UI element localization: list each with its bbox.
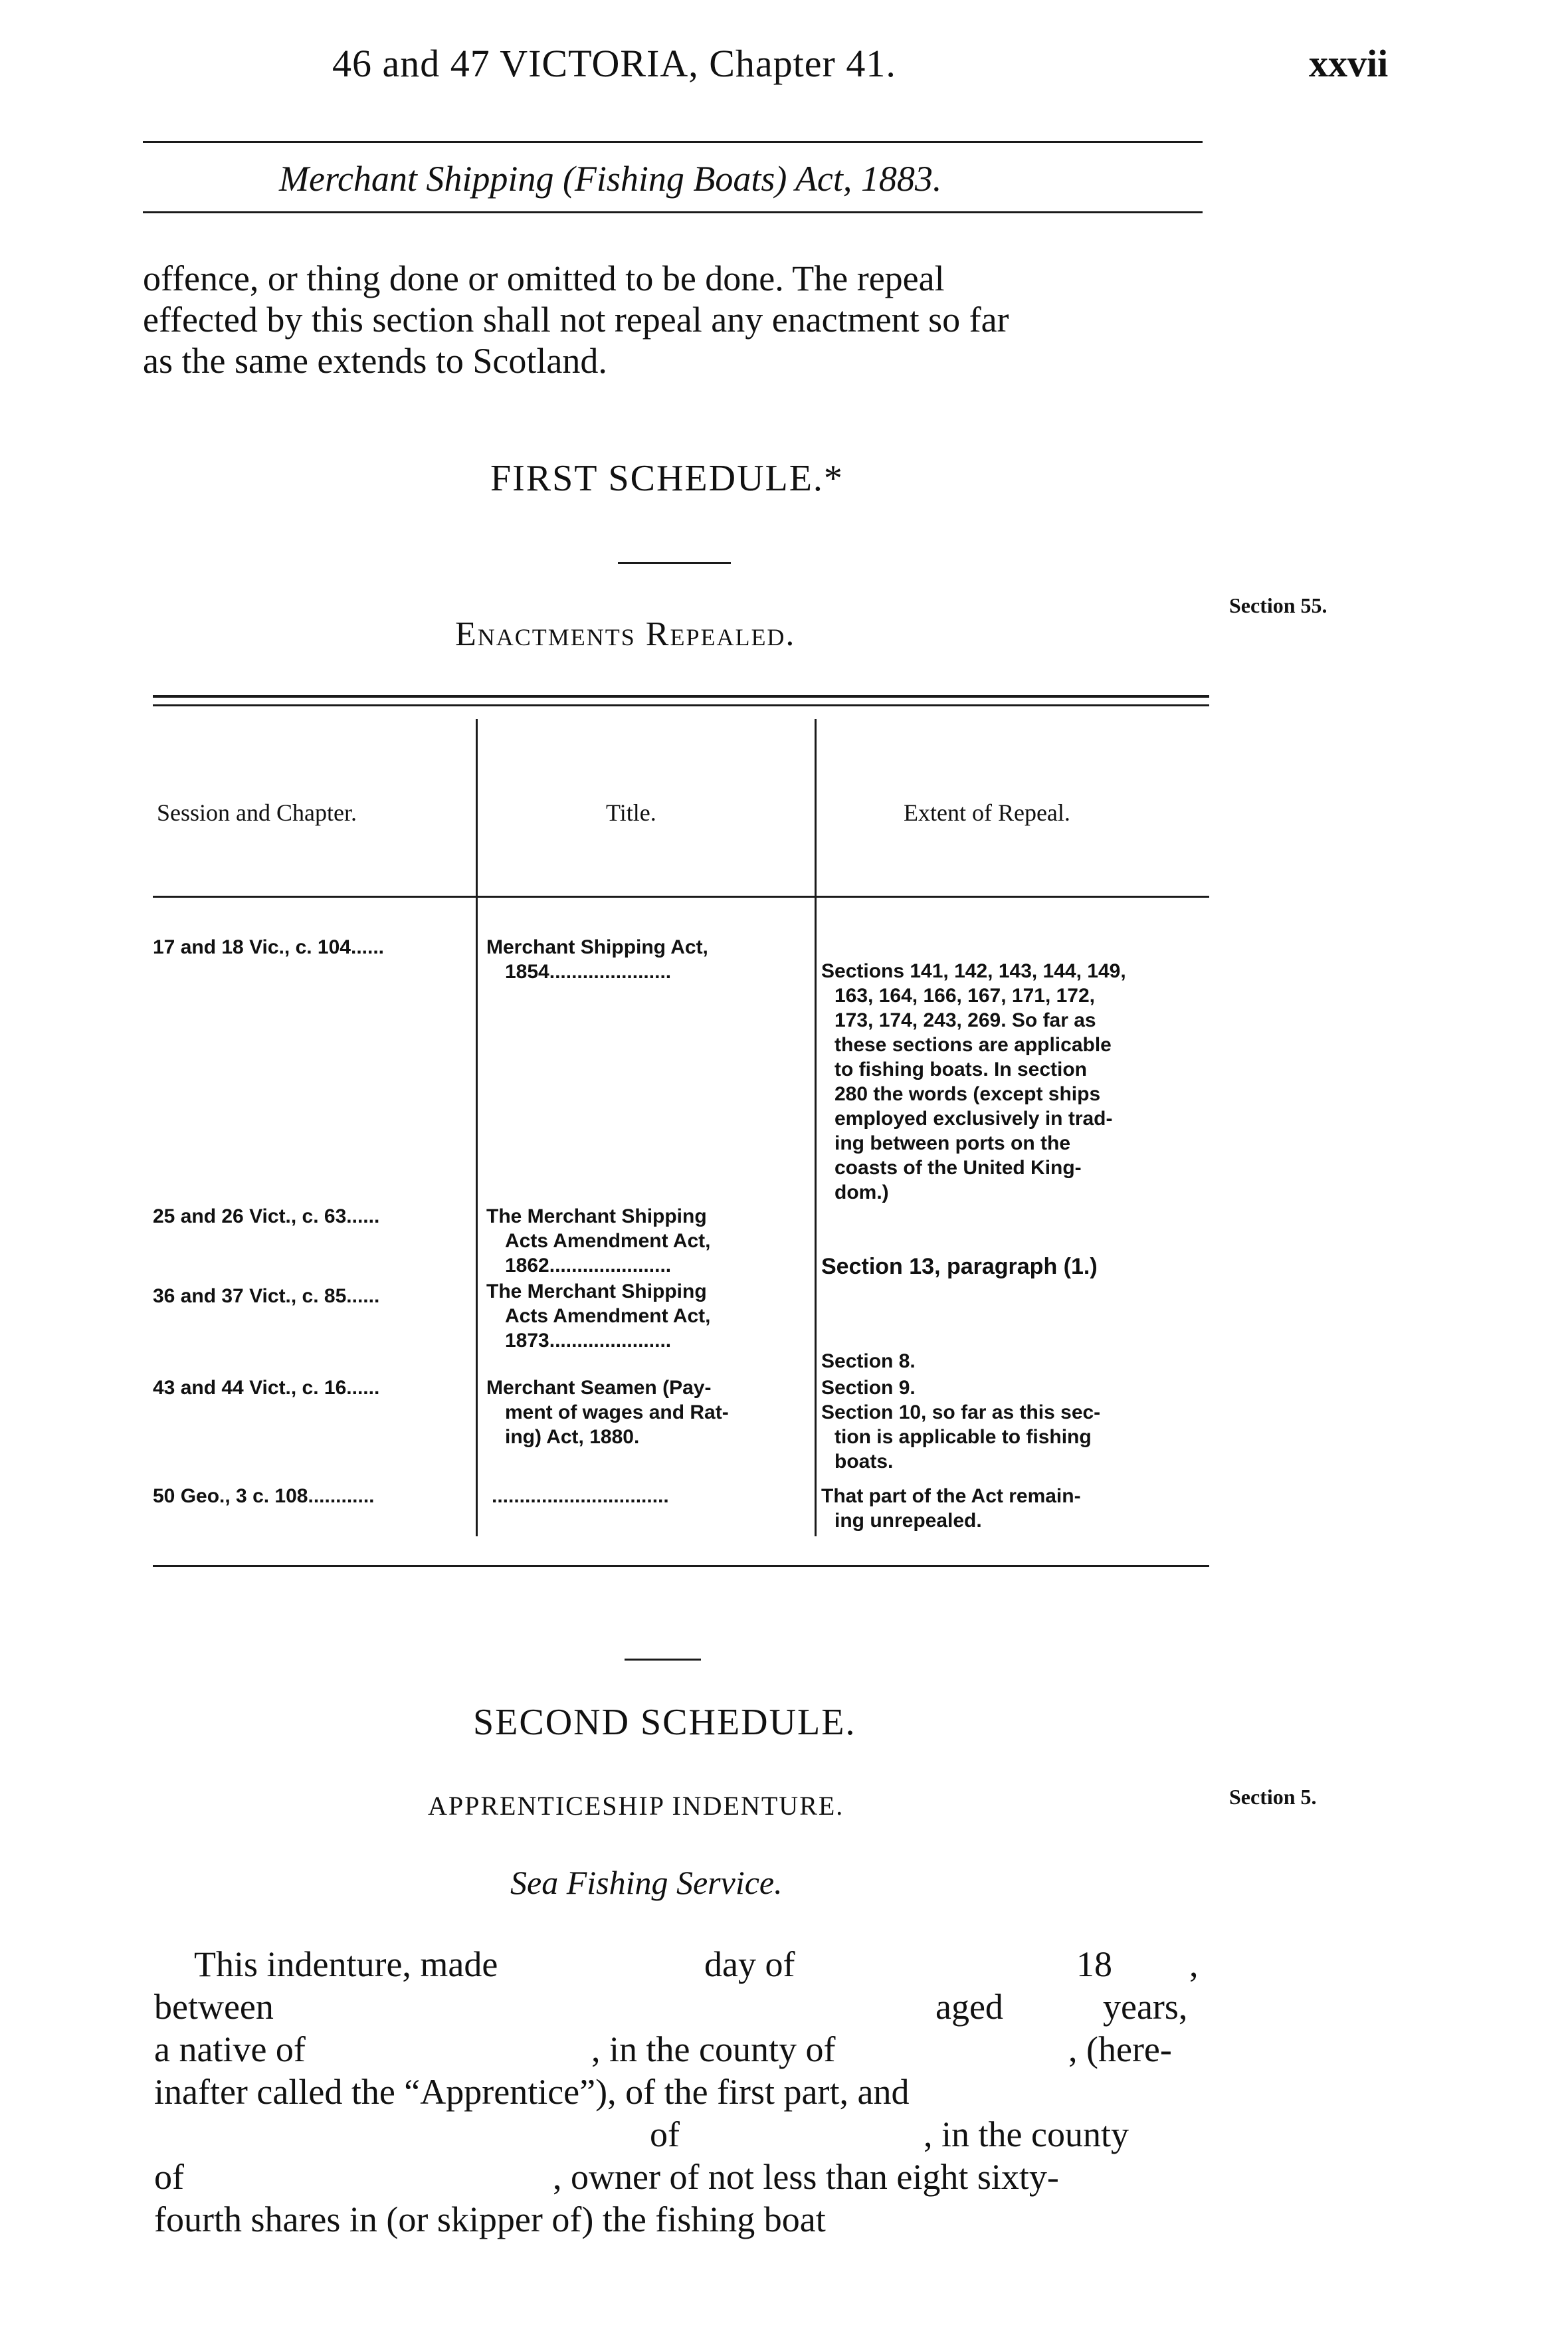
column-header-extent: Extent of Repeal. — [904, 799, 1070, 826]
schedule-short-rule — [625, 1659, 701, 1661]
table-row-title — [486, 1279, 711, 1353]
title-line: Acts Amendment Act, — [505, 1230, 711, 1252]
paragraph-line: as the same extends to Scotland. — [143, 341, 607, 381]
apprenticeship-indenture-heading: APPRENTICESHIP INDENTURE. — [428, 1791, 844, 1821]
title-line: ing) Act, 1880. — [505, 1426, 640, 1448]
opening-paragraph — [143, 258, 1009, 381]
title-line: The Merchant Shipping — [486, 1205, 707, 1227]
title-line: Acts Amendment Act, — [505, 1305, 711, 1327]
column-header-title: Title. — [606, 799, 656, 826]
first-schedule-heading: FIRST SCHEDULE.* — [490, 458, 844, 499]
indenture-text: of — [650, 2114, 680, 2154]
extent-line: employed exclusively in trad- — [834, 1108, 1113, 1130]
schedule-short-rule — [618, 562, 731, 564]
indenture-text: , (here- — [1068, 2029, 1172, 2069]
indenture-text: between — [154, 1987, 274, 2027]
table-row-session: 50 Geo., 3 c. 108............ — [153, 1485, 375, 1507]
title-line: ment of wages and Rat- — [505, 1401, 729, 1423]
indenture-text: 18 — [1076, 1944, 1112, 1984]
title-line: 1854...................... — [505, 961, 672, 983]
indenture-text: aged — [935, 1987, 1003, 2027]
extent-line: Section 10, so far as this sec- — [821, 1401, 1101, 1423]
extent-line: 173, 174, 243, 269. So far as — [834, 1009, 1096, 1031]
extent-line: 280 the words (except ships — [834, 1083, 1101, 1105]
table-divider-1 — [476, 719, 478, 1536]
table-row-extent — [821, 1484, 1081, 1533]
table-row-title — [486, 1204, 711, 1278]
column-header-session: Session and Chapter. — [157, 799, 357, 826]
extent-line: That part of the Act remain- — [821, 1485, 1081, 1507]
indenture-text: a native of — [154, 2029, 306, 2069]
extent-line: dom.) — [834, 1181, 889, 1203]
extent-line: to fishing boats. In section — [834, 1059, 1088, 1080]
table-row-title — [486, 935, 708, 984]
indenture-text: of — [154, 2157, 184, 2197]
table-row-extent: Section 13, paragraph (1.) — [821, 1254, 1098, 1279]
header-rule-bottom — [143, 211, 1203, 213]
indenture-text: day of — [704, 1944, 795, 1984]
table-top-rule — [153, 695, 1209, 698]
paragraph-line: effected by this section shall not repeal any enactment so far — [143, 300, 1009, 340]
sea-fishing-service-heading: Sea Fishing Service. — [510, 1864, 783, 1901]
title-line: Merchant Shipping Act, — [486, 936, 708, 958]
table-row-session: 43 and 44 Vict., c. 16...... — [153, 1377, 380, 1399]
title-line: 1862...................... — [505, 1255, 672, 1276]
table-row-session: 17 and 18 Vic., c. 104...... — [153, 936, 384, 958]
indenture-text: inafter called the “Apprentice”), of the first part, and — [154, 2072, 910, 2112]
table-row-title: ................................ — [492, 1485, 669, 1507]
table-header-rule — [153, 896, 1209, 898]
table-row-session: 25 and 26 Vict., c. 63...... — [153, 1205, 380, 1227]
table-row-extent — [821, 959, 1126, 1205]
indenture-text: This indenture, made — [194, 1944, 498, 1984]
paragraph-line: offence, or thing done or omitted to be done. The repeal — [143, 258, 945, 298]
second-schedule-heading: SECOND SCHEDULE. — [473, 1702, 856, 1743]
indenture-text: , — [1189, 1944, 1199, 1984]
table-top-rule-2 — [153, 704, 1209, 706]
extent-line: ing unrepealed. — [834, 1510, 982, 1532]
extent-line: boats. — [834, 1451, 894, 1473]
table-bottom-rule — [153, 1565, 1209, 1567]
margin-note-section-5: Section 5. — [1229, 1785, 1317, 1809]
title-line: Merchant Seamen (Pay- — [486, 1377, 712, 1399]
act-title: Merchant Shipping (Fishing Boats) Act, 1883. — [279, 159, 942, 199]
extent-line: coasts of the United King- — [834, 1157, 1082, 1179]
enactments-repealed-heading: Enactments Repealed. — [455, 615, 796, 653]
header-rule-top — [143, 141, 1203, 143]
table-row-title — [486, 1375, 729, 1449]
extent-line: Section 9. — [821, 1377, 916, 1399]
table-row-session: 36 and 37 Vict., c. 85...... — [153, 1285, 380, 1307]
indenture-text: , in the county — [924, 2114, 1129, 2154]
table-row-extent — [821, 1375, 1100, 1474]
extent-line: Sections 141, 142, 143, 144, 149, — [821, 960, 1126, 982]
margin-note-section-55: Section 55. — [1229, 593, 1327, 617]
table-divider-2 — [815, 719, 817, 1536]
indenture-text: , in the county of — [591, 2029, 836, 2069]
running-title: 46 and 47 VICTORIA, Chapter 41. — [332, 42, 896, 85]
indenture-text: years, — [1103, 1987, 1188, 2027]
extent-line: these sections are applicable — [834, 1034, 1112, 1056]
table-row-extent: Section 8. — [821, 1350, 916, 1372]
extent-line: tion is applicable to fishing — [834, 1426, 1092, 1448]
page-number: xxvii — [1309, 42, 1389, 85]
title-line: The Merchant Shipping — [486, 1280, 707, 1302]
indenture-text: fourth shares in (or skipper of) the fishing boat — [154, 2199, 826, 2239]
indenture-text: , owner of not less than eight sixty- — [553, 2157, 1059, 2197]
extent-line: ing between ports on the — [834, 1132, 1071, 1154]
extent-line: 163, 164, 166, 167, 171, 172, — [834, 985, 1096, 1007]
title-line: 1873...................... — [505, 1330, 672, 1352]
